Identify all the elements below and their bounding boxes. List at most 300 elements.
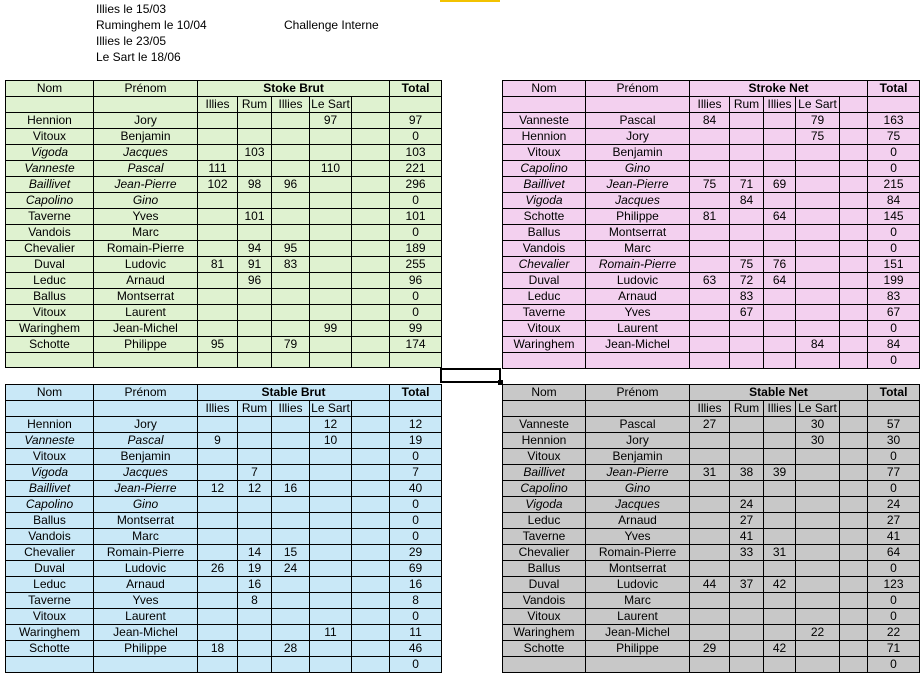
- cell-total[interactable]: 71: [868, 641, 920, 657]
- cell-total[interactable]: 84: [868, 337, 920, 353]
- cell-total[interactable]: 0: [868, 481, 920, 497]
- cell-score[interactable]: [764, 193, 796, 209]
- cell-score[interactable]: [730, 337, 764, 353]
- cell-score[interactable]: [310, 273, 352, 289]
- table-title[interactable]: Stable Net: [690, 385, 868, 401]
- cell[interactable]: [352, 97, 390, 113]
- cell-score[interactable]: [310, 353, 352, 368]
- cell-score[interactable]: [272, 225, 310, 241]
- cell-total[interactable]: 0: [868, 449, 920, 465]
- cell-score[interactable]: [730, 145, 764, 161]
- cell-nom[interactable]: Hennion: [503, 433, 586, 449]
- cell-score[interactable]: [764, 657, 796, 673]
- cell-score[interactable]: 81: [198, 257, 238, 273]
- cell-score[interactable]: [198, 273, 238, 289]
- cell-nom[interactable]: Ballus: [503, 225, 586, 241]
- cell-total[interactable]: 29: [390, 545, 442, 561]
- cell-score[interactable]: [310, 481, 352, 497]
- cell-score[interactable]: [796, 161, 840, 177]
- cell-score[interactable]: [764, 625, 796, 641]
- header-prenom[interactable]: Prénom: [586, 385, 690, 401]
- cell-score[interactable]: 30: [796, 433, 840, 449]
- cell-score[interactable]: [272, 113, 310, 129]
- cell-score[interactable]: 95: [272, 241, 310, 257]
- cell[interactable]: [352, 273, 390, 289]
- cell-score[interactable]: 84: [796, 337, 840, 353]
- cell-score[interactable]: [198, 625, 238, 641]
- cell-score[interactable]: 64: [764, 273, 796, 289]
- cell[interactable]: [352, 529, 390, 545]
- cell-prenom[interactable]: [94, 353, 198, 368]
- cell-score[interactable]: [198, 145, 238, 161]
- cell-score[interactable]: [310, 609, 352, 625]
- cell-score[interactable]: 42: [764, 641, 796, 657]
- cell[interactable]: [840, 625, 868, 641]
- cell-score[interactable]: [238, 193, 272, 209]
- cell[interactable]: [352, 513, 390, 529]
- cell-prenom[interactable]: Laurent: [586, 609, 690, 625]
- cell-total[interactable]: 7: [390, 465, 442, 481]
- cell-prenom[interactable]: Jean-Pierre: [94, 481, 198, 497]
- cell-score[interactable]: [764, 145, 796, 161]
- cell-score[interactable]: [796, 209, 840, 225]
- cell-nom[interactable]: Vandois: [503, 593, 586, 609]
- cell[interactable]: [840, 577, 868, 593]
- cell[interactable]: [352, 641, 390, 657]
- cell[interactable]: [840, 353, 868, 369]
- cell-prenom[interactable]: Ludovic: [586, 577, 690, 593]
- cell-nom[interactable]: Baillivet: [6, 481, 94, 497]
- cell-score[interactable]: [690, 337, 730, 353]
- header-prenom[interactable]: Prénom: [586, 81, 690, 97]
- cell-score[interactable]: 27: [730, 513, 764, 529]
- cell-score[interactable]: [764, 337, 796, 353]
- cell[interactable]: [586, 401, 690, 417]
- cell[interactable]: [840, 657, 868, 673]
- cell-prenom[interactable]: Marc: [94, 529, 198, 545]
- cell-score[interactable]: [690, 657, 730, 673]
- cell-nom[interactable]: Ballus: [503, 561, 586, 577]
- cell-score[interactable]: [272, 609, 310, 625]
- cell[interactable]: [868, 97, 920, 113]
- cell-nom[interactable]: Vitoux: [6, 305, 94, 321]
- cell[interactable]: [840, 417, 868, 433]
- cell-score[interactable]: [690, 513, 730, 529]
- cell-prenom[interactable]: Jory: [94, 113, 198, 129]
- cell-nom[interactable]: Vigoda: [503, 193, 586, 209]
- cell-nom[interactable]: Taverne: [6, 593, 94, 609]
- cell-score[interactable]: 28: [272, 641, 310, 657]
- cell[interactable]: [352, 241, 390, 257]
- cell-score[interactable]: [198, 497, 238, 513]
- cell-score[interactable]: [730, 241, 764, 257]
- cell-score[interactable]: 7: [238, 465, 272, 481]
- cell-nom[interactable]: Vanneste: [6, 433, 94, 449]
- cell-score[interactable]: [310, 449, 352, 465]
- table-title[interactable]: Stable Brut: [198, 385, 390, 401]
- cell[interactable]: [352, 433, 390, 449]
- cell-score[interactable]: 96: [272, 177, 310, 193]
- cell-score[interactable]: [690, 593, 730, 609]
- cell-score[interactable]: [796, 529, 840, 545]
- cell-score[interactable]: [198, 417, 238, 433]
- cell-nom[interactable]: Capolino: [503, 481, 586, 497]
- cell-score[interactable]: [764, 449, 796, 465]
- cell-score[interactable]: [238, 657, 272, 673]
- cell-score[interactable]: [764, 305, 796, 321]
- cell[interactable]: [840, 209, 868, 225]
- cell-score[interactable]: 18: [198, 641, 238, 657]
- cell-score[interactable]: [764, 433, 796, 449]
- cell-total[interactable]: 0: [390, 129, 442, 145]
- cell-score[interactable]: [198, 193, 238, 209]
- cell-prenom[interactable]: Jory: [586, 433, 690, 449]
- cell-score[interactable]: [730, 129, 764, 145]
- cell-score[interactable]: [796, 545, 840, 561]
- cell-prenom[interactable]: Arnaud: [94, 273, 198, 289]
- cell-prenom[interactable]: Jean-Pierre: [586, 465, 690, 481]
- cell-score[interactable]: 10: [310, 433, 352, 449]
- cell[interactable]: [352, 593, 390, 609]
- subheader-1[interactable]: Illies: [198, 97, 238, 113]
- cell-prenom[interactable]: Gino: [586, 481, 690, 497]
- cell-score[interactable]: [764, 529, 796, 545]
- cell-score[interactable]: [764, 225, 796, 241]
- cell-total[interactable]: 296: [390, 177, 442, 193]
- cell-prenom[interactable]: [586, 657, 690, 673]
- cell-prenom[interactable]: Jean-Pierre: [94, 177, 198, 193]
- cell-score[interactable]: [730, 481, 764, 497]
- cell[interactable]: [352, 145, 390, 161]
- cell-score[interactable]: 26: [198, 561, 238, 577]
- cell-total[interactable]: 30: [868, 433, 920, 449]
- cell-score[interactable]: [272, 417, 310, 433]
- cell-score[interactable]: [796, 145, 840, 161]
- cell-score[interactable]: [272, 209, 310, 225]
- cell-total[interactable]: 83: [868, 289, 920, 305]
- cell-score[interactable]: 14: [238, 545, 272, 561]
- cell[interactable]: [352, 289, 390, 305]
- cell-score[interactable]: [272, 593, 310, 609]
- cell-score[interactable]: 15: [272, 545, 310, 561]
- cell-score[interactable]: [198, 657, 238, 673]
- cell-score[interactable]: [690, 545, 730, 561]
- cell-total[interactable]: 77: [868, 465, 920, 481]
- cell-score[interactable]: 31: [764, 545, 796, 561]
- cell-nom[interactable]: Vitoux: [6, 609, 94, 625]
- cell[interactable]: [503, 97, 586, 113]
- cell-score[interactable]: [730, 321, 764, 337]
- cell-score[interactable]: [238, 433, 272, 449]
- cell-total[interactable]: 0: [868, 657, 920, 673]
- cell-prenom[interactable]: Jacques: [586, 497, 690, 513]
- cell-score[interactable]: 69: [764, 177, 796, 193]
- cell-score[interactable]: [730, 609, 764, 625]
- cell[interactable]: [840, 273, 868, 289]
- cell[interactable]: [840, 129, 868, 145]
- cell[interactable]: [352, 193, 390, 209]
- cell[interactable]: [840, 481, 868, 497]
- cell-score[interactable]: [730, 625, 764, 641]
- cell-prenom[interactable]: Jean-Michel: [94, 321, 198, 337]
- cell-score[interactable]: [310, 225, 352, 241]
- cell[interactable]: [840, 145, 868, 161]
- cell-score[interactable]: [238, 529, 272, 545]
- cell-nom[interactable]: Vigoda: [503, 497, 586, 513]
- cell-score[interactable]: [198, 513, 238, 529]
- cell-score[interactable]: [690, 129, 730, 145]
- cell-score[interactable]: 11: [310, 625, 352, 641]
- cell-score[interactable]: [730, 113, 764, 129]
- cell[interactable]: [352, 225, 390, 241]
- cell-score[interactable]: [796, 465, 840, 481]
- cell-score[interactable]: [272, 529, 310, 545]
- cell-prenom[interactable]: Gino: [94, 193, 198, 209]
- cell-score[interactable]: 63: [690, 273, 730, 289]
- cell-score[interactable]: 75: [730, 257, 764, 273]
- cell-total[interactable]: 96: [390, 273, 442, 289]
- subheader-4[interactable]: Le Sart: [311, 401, 350, 415]
- cell-prenom[interactable]: Jory: [586, 129, 690, 145]
- cell-score[interactable]: [238, 129, 272, 145]
- table-title[interactable]: Stroke Net: [690, 81, 868, 97]
- cell-prenom[interactable]: Gino: [94, 497, 198, 513]
- cell[interactable]: [352, 609, 390, 625]
- cell-score[interactable]: [764, 593, 796, 609]
- cell-prenom[interactable]: Romain-Pierre: [586, 545, 690, 561]
- cell-prenom[interactable]: Jean-Michel: [94, 625, 198, 641]
- cell[interactable]: [868, 401, 920, 417]
- cell-nom[interactable]: Hennion: [6, 113, 94, 129]
- subheader-3[interactable]: Illies: [272, 401, 310, 417]
- cell-nom[interactable]: Vitoux: [503, 449, 586, 465]
- cell[interactable]: [840, 177, 868, 193]
- cell-score[interactable]: [272, 433, 310, 449]
- cell-total[interactable]: 221: [390, 161, 442, 177]
- cell[interactable]: [352, 113, 390, 129]
- cell-nom[interactable]: Waringhem: [503, 337, 586, 353]
- cell-score[interactable]: [310, 177, 352, 193]
- subheader-2[interactable]: Rum: [730, 97, 764, 113]
- cell-score[interactable]: [764, 241, 796, 257]
- cell-total[interactable]: 40: [390, 481, 442, 497]
- cell-total[interactable]: 19: [390, 433, 442, 449]
- cell-total[interactable]: 0: [390, 657, 442, 673]
- cell-score[interactable]: [238, 305, 272, 321]
- cell-score[interactable]: 27: [690, 417, 730, 433]
- cell-total[interactable]: 123: [868, 577, 920, 593]
- header-nom[interactable]: Nom: [6, 385, 94, 401]
- header-nom[interactable]: Nom: [503, 81, 586, 97]
- cell-score[interactable]: [198, 593, 238, 609]
- cell[interactable]: [840, 561, 868, 577]
- cell-score[interactable]: [238, 321, 272, 337]
- cell-total[interactable]: 46: [390, 641, 442, 657]
- cell-score[interactable]: [238, 641, 272, 657]
- cell-score[interactable]: 94: [238, 241, 272, 257]
- cell[interactable]: [94, 401, 198, 417]
- cell-nom[interactable]: Schotte: [6, 641, 94, 657]
- cell-score[interactable]: [198, 449, 238, 465]
- cell-total[interactable]: 24: [868, 497, 920, 513]
- cell-prenom[interactable]: Yves: [586, 529, 690, 545]
- cell-nom[interactable]: Vanneste: [503, 113, 586, 129]
- cell-score[interactable]: [690, 625, 730, 641]
- cell-nom[interactable]: Vanneste: [6, 161, 94, 177]
- cell-score[interactable]: [272, 657, 310, 673]
- cell[interactable]: [352, 321, 390, 337]
- cell-nom[interactable]: Chevalier: [503, 545, 586, 561]
- cell-score[interactable]: [690, 449, 730, 465]
- cell[interactable]: [352, 481, 390, 497]
- cell[interactable]: [352, 497, 390, 513]
- cell-total[interactable]: 64: [868, 545, 920, 561]
- cell-nom[interactable]: Vitoux: [503, 609, 586, 625]
- cell-score[interactable]: 22: [796, 625, 840, 641]
- cell-nom[interactable]: Leduc: [6, 577, 94, 593]
- cell-total[interactable]: 0: [390, 513, 442, 529]
- cell-score[interactable]: [796, 561, 840, 577]
- cell-score[interactable]: [198, 289, 238, 305]
- cell-score[interactable]: [238, 337, 272, 353]
- cell[interactable]: [840, 513, 868, 529]
- cell-score[interactable]: [796, 577, 840, 593]
- cell-score[interactable]: [690, 609, 730, 625]
- cell-score[interactable]: 75: [796, 129, 840, 145]
- cell-score[interactable]: [796, 321, 840, 337]
- cell-nom[interactable]: Vitoux: [6, 449, 94, 465]
- cell-score[interactable]: [730, 593, 764, 609]
- cell[interactable]: [840, 97, 868, 113]
- cell-nom[interactable]: Baillivet: [503, 465, 586, 481]
- cell-score[interactable]: 8: [238, 593, 272, 609]
- cell-score[interactable]: 83: [730, 289, 764, 305]
- cell-prenom[interactable]: Philippe: [94, 337, 198, 353]
- cell-nom[interactable]: Capolino: [6, 497, 94, 513]
- cell-prenom[interactable]: Romain-Pierre: [586, 257, 690, 273]
- cell[interactable]: [352, 465, 390, 481]
- cell-score[interactable]: [238, 289, 272, 305]
- cell-total[interactable]: 174: [390, 337, 442, 353]
- cell-prenom[interactable]: Laurent: [94, 609, 198, 625]
- cell[interactable]: [352, 561, 390, 577]
- cell-score[interactable]: [764, 113, 796, 129]
- cell-score[interactable]: [764, 497, 796, 513]
- cell-total[interactable]: 0: [390, 449, 442, 465]
- subheader-3[interactable]: Illies: [764, 401, 796, 417]
- cell-score[interactable]: [310, 337, 352, 353]
- cell-nom[interactable]: Ballus: [6, 513, 94, 529]
- cell-score[interactable]: [730, 353, 764, 369]
- cell-score[interactable]: [238, 513, 272, 529]
- cell-nom[interactable]: Duval: [6, 561, 94, 577]
- cell-score[interactable]: [272, 145, 310, 161]
- cell-score[interactable]: [310, 209, 352, 225]
- cell[interactable]: [840, 433, 868, 449]
- cell-total[interactable]: 41: [868, 529, 920, 545]
- cell-score[interactable]: 31: [690, 465, 730, 481]
- cell-prenom[interactable]: Pascal: [94, 433, 198, 449]
- cell-score[interactable]: [690, 561, 730, 577]
- cell-score[interactable]: 76: [764, 257, 796, 273]
- cell-score[interactable]: 42: [764, 577, 796, 593]
- cell-prenom[interactable]: Arnaud: [586, 513, 690, 529]
- subheader-4[interactable]: Le Sart: [311, 97, 350, 111]
- cell-score[interactable]: 83: [272, 257, 310, 273]
- cell[interactable]: [840, 465, 868, 481]
- cell[interactable]: [352, 577, 390, 593]
- cell-nom[interactable]: Waringhem: [503, 625, 586, 641]
- cell-score[interactable]: [764, 161, 796, 177]
- cell-nom[interactable]: Chevalier: [6, 545, 94, 561]
- cell-score[interactable]: [272, 625, 310, 641]
- cell-nom[interactable]: Capolino: [6, 193, 94, 209]
- cell-score[interactable]: [690, 481, 730, 497]
- subheader-2[interactable]: Rum: [730, 401, 764, 417]
- cell-prenom[interactable]: Benjamin: [586, 449, 690, 465]
- cell-prenom[interactable]: Montserrat: [586, 225, 690, 241]
- header-prenom[interactable]: Prénom: [94, 81, 198, 97]
- cell-nom[interactable]: Chevalier: [503, 257, 586, 273]
- cell-score[interactable]: [310, 545, 352, 561]
- cell-score[interactable]: [198, 305, 238, 321]
- cell-score[interactable]: 38: [730, 465, 764, 481]
- cell-score[interactable]: 84: [730, 193, 764, 209]
- cell-total[interactable]: 163: [868, 113, 920, 129]
- cell[interactable]: [503, 401, 586, 417]
- cell-nom[interactable]: Hennion: [503, 129, 586, 145]
- cell-score[interactable]: [272, 353, 310, 368]
- cell[interactable]: [586, 97, 690, 113]
- cell-score[interactable]: [730, 209, 764, 225]
- cell[interactable]: [352, 657, 390, 673]
- cell[interactable]: [840, 193, 868, 209]
- cell-score[interactable]: [796, 481, 840, 497]
- cell[interactable]: [352, 353, 390, 368]
- cell[interactable]: [352, 449, 390, 465]
- cell-total[interactable]: 0: [868, 241, 920, 257]
- cell-nom[interactable]: Ballus: [6, 289, 94, 305]
- cell-total[interactable]: 0: [868, 161, 920, 177]
- header-nom[interactable]: Nom: [503, 385, 586, 401]
- cell[interactable]: [352, 625, 390, 641]
- cell-score[interactable]: 24: [730, 497, 764, 513]
- cell-prenom[interactable]: Ludovic: [94, 257, 198, 273]
- header-total[interactable]: Total: [390, 385, 442, 401]
- cell-score[interactable]: [690, 193, 730, 209]
- cell-score[interactable]: [796, 609, 840, 625]
- cell-score[interactable]: 71: [730, 177, 764, 193]
- cell-score[interactable]: [730, 417, 764, 433]
- cell-total[interactable]: 0: [390, 193, 442, 209]
- cell-total[interactable]: 99: [390, 321, 442, 337]
- cell-nom[interactable]: Schotte: [503, 641, 586, 657]
- cell[interactable]: [352, 209, 390, 225]
- cell-nom[interactable]: Waringhem: [6, 321, 94, 337]
- cell[interactable]: [840, 321, 868, 337]
- cell-score[interactable]: [272, 273, 310, 289]
- cell-score[interactable]: 12: [198, 481, 238, 497]
- cell-prenom[interactable]: Ludovic: [94, 561, 198, 577]
- cell-score[interactable]: [690, 225, 730, 241]
- cell-nom[interactable]: Taverne: [503, 529, 586, 545]
- cell-prenom[interactable]: Benjamin: [94, 129, 198, 145]
- cell-score[interactable]: [272, 465, 310, 481]
- cell-score[interactable]: [764, 513, 796, 529]
- cell-prenom[interactable]: Yves: [586, 305, 690, 321]
- fill-handle[interactable]: [498, 380, 503, 385]
- cell-score[interactable]: [730, 561, 764, 577]
